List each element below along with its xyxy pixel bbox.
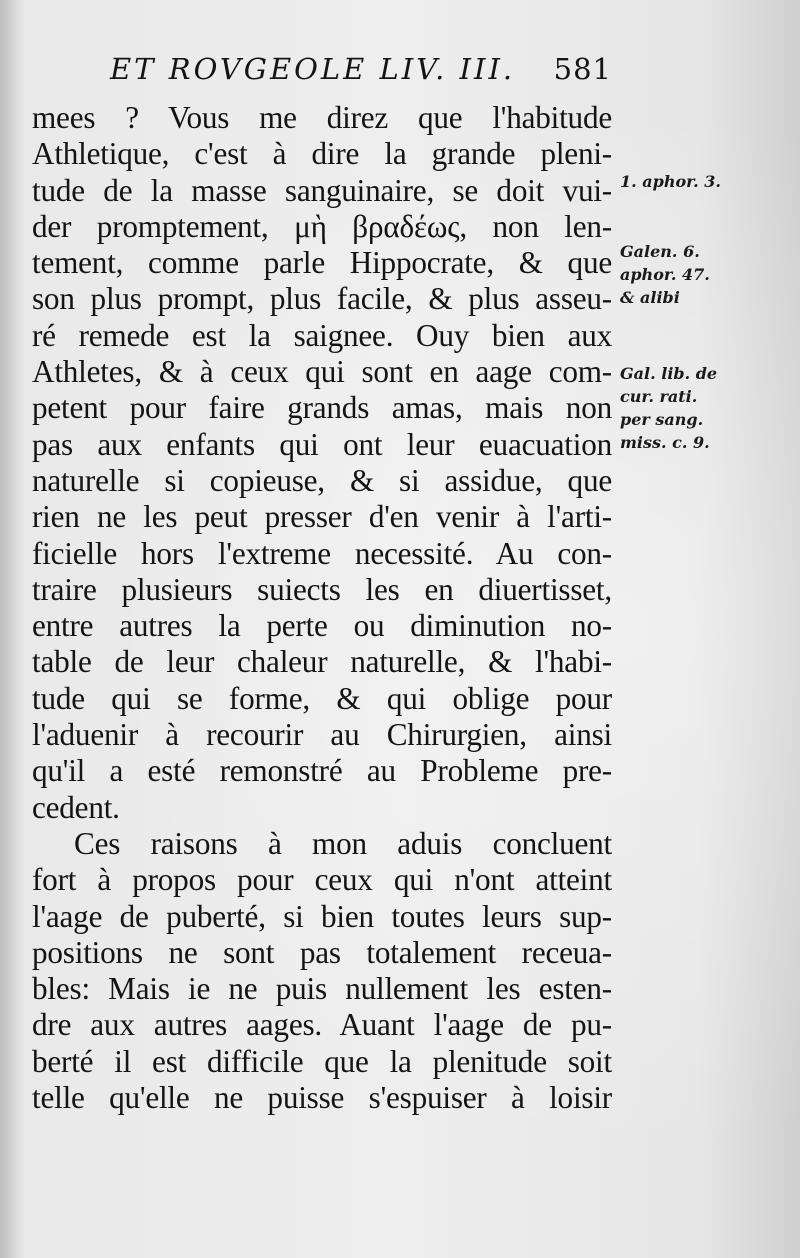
text-line: bles: Mais ie ne puis nullement les esten- bbox=[32, 971, 612, 1007]
text-line: petent pour faire grands amas, mais non bbox=[32, 390, 612, 426]
text-line: positions ne sont pas totalement receua- bbox=[32, 934, 612, 970]
text-line: telle qu'elle ne puisse s'espuiser à loisir bbox=[32, 1080, 612, 1116]
text-line: Ces raisons à mon aduis concluent bbox=[74, 825, 612, 861]
text-line: naturelle si copieuse, & si assidue, que bbox=[32, 462, 612, 498]
text-line: table de leur chaleur naturelle, & l'habi- bbox=[32, 644, 612, 680]
text-line: l'aduenir à recourir au Chirurgien, ainsi bbox=[32, 717, 612, 753]
note-line: Gal. lib. de bbox=[620, 364, 718, 383]
note-line: per sang. bbox=[620, 410, 704, 429]
text-line: Athletique, c'est à dire la grande pleni- bbox=[32, 136, 612, 172]
text-line: ficielle hors l'extreme necessité. Au con- bbox=[32, 535, 612, 571]
text-line: tement, comme parle Hippocrate, & que bbox=[32, 245, 612, 281]
margin-note-galen bbox=[620, 240, 710, 309]
body-text bbox=[32, 100, 612, 1116]
running-header bbox=[110, 52, 610, 92]
text-line: l'aage de puberté, si bien toutes leurs sup- bbox=[32, 898, 612, 934]
text-line: Athletes, & à ceux qui sont en aage com- bbox=[32, 354, 612, 390]
text-line: son plus prompt, plus facile, & plus asseu- bbox=[32, 281, 612, 317]
text-line: rien ne les peut presser d'en venir à l'arti- bbox=[32, 499, 612, 535]
text-line: qu'il a esté remonstré au Probleme pre- bbox=[32, 753, 612, 789]
text-line: ré remede est la saignee. Ouy bien aux bbox=[32, 317, 612, 353]
margin-note-galen-lib bbox=[620, 362, 717, 454]
text-line: entre autres la perte ou diminution no- bbox=[32, 608, 612, 644]
running-title: ET ROVGEOLE LIV. III. bbox=[110, 52, 516, 86]
text-line: pas aux enfants qui ont leur euacuation bbox=[32, 426, 612, 462]
page-number: 581 bbox=[553, 52, 612, 86]
text-line: berté il est difficile que la plenitude soit bbox=[32, 1043, 612, 1079]
text-line: mees ? Vous me direz que l'habitude bbox=[32, 100, 612, 135]
text-line: traire plusieurs suiects les en diuertisset, bbox=[32, 571, 612, 607]
text-line: der promptement, μὴ βραδέως, non len- bbox=[32, 208, 612, 244]
text-line: cedent. bbox=[32, 789, 120, 825]
note-line: Galen. 6. bbox=[620, 242, 700, 261]
note-line: cur. rati. bbox=[620, 387, 698, 406]
note-line: miss. c. 9. bbox=[620, 433, 710, 452]
text-line: dre aux autres aages. Auant l'aage de pu- bbox=[32, 1007, 612, 1043]
text-line: fort à propos pour ceux qui n'ont atteint bbox=[32, 862, 612, 898]
note-line: aphor. 47. bbox=[620, 265, 710, 284]
note-line: 1. aphor. 3. bbox=[620, 172, 721, 191]
note-line: & alibi bbox=[620, 288, 680, 307]
text-line: tude de la masse sanguinaire, se doit vui- bbox=[32, 172, 612, 208]
margin-note-aphorism bbox=[620, 170, 721, 193]
text-line: tude qui se forme, & qui oblige pour bbox=[32, 680, 612, 716]
